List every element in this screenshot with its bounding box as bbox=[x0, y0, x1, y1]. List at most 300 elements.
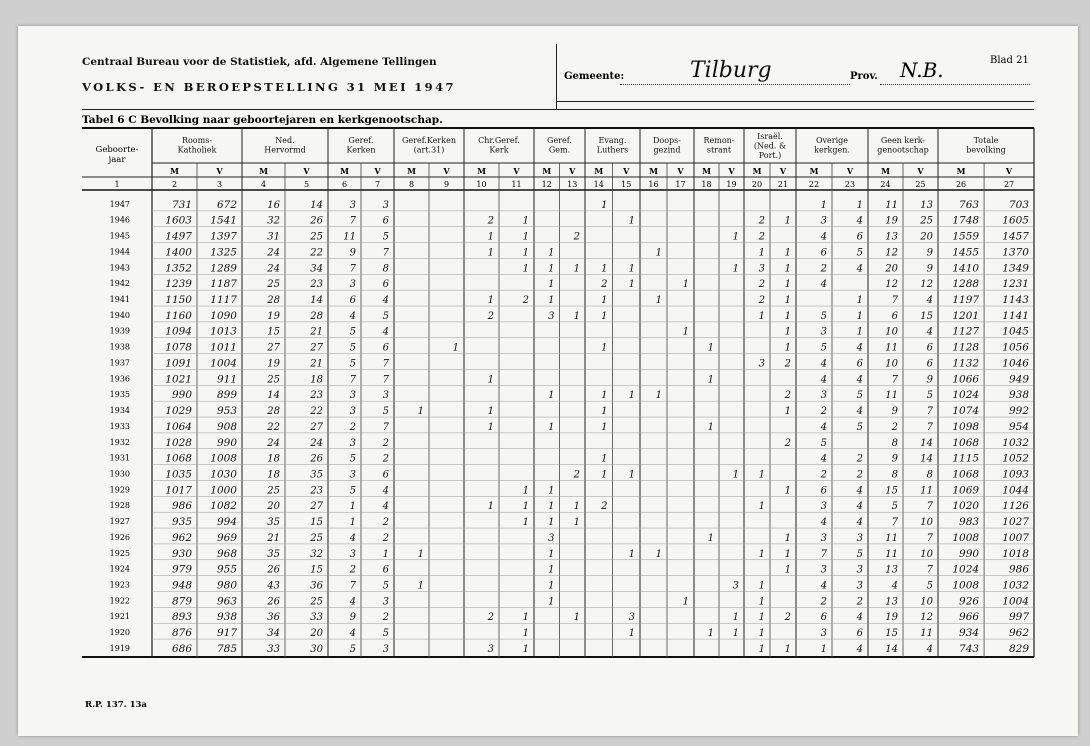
group-header-10: Port.) bbox=[758, 151, 782, 160]
birth-year: 1926 bbox=[109, 532, 130, 542]
male-label: M bbox=[881, 166, 890, 176]
cell-value: 7 bbox=[891, 517, 898, 529]
cell-value: 2 bbox=[784, 358, 791, 370]
cell-value: 1 bbox=[548, 501, 555, 513]
cell-value: 26 bbox=[267, 596, 280, 608]
cell-value: 6 bbox=[856, 628, 863, 640]
group-header-3: Geref. bbox=[348, 136, 374, 145]
cell-value: 2 bbox=[382, 612, 389, 624]
cell-value: 6 bbox=[382, 564, 389, 576]
cell-value: 35 bbox=[267, 548, 280, 560]
cell-value: 5 bbox=[820, 437, 827, 449]
cell-value: 9 bbox=[926, 374, 933, 386]
group-header-13: bevolking bbox=[966, 145, 1006, 155]
cell-value: 6 bbox=[820, 247, 827, 259]
cell-value: 2 bbox=[573, 231, 580, 243]
cell-value: 4 bbox=[349, 310, 356, 322]
cell-value: 3 bbox=[548, 310, 555, 322]
cell-value: 1 bbox=[784, 247, 791, 259]
cell-value: 1032 bbox=[1002, 436, 1029, 449]
cell-value: 1 bbox=[707, 374, 714, 386]
cell-value: 1748 bbox=[952, 214, 980, 227]
cell-value: 35 bbox=[267, 517, 280, 529]
cell-value: 1603 bbox=[165, 214, 192, 227]
cell-value: 5 bbox=[382, 580, 389, 592]
cell-value: 4 bbox=[820, 453, 827, 465]
group-header-5: Kerk bbox=[489, 145, 509, 155]
cell-value: 4 bbox=[856, 612, 863, 624]
cell-value: 1288 bbox=[952, 278, 980, 291]
cell-value: 1 bbox=[349, 517, 356, 529]
cell-value: 1605 bbox=[1002, 214, 1029, 227]
birth-year: 1945 bbox=[109, 231, 130, 241]
column-number: 21 bbox=[777, 180, 789, 189]
cell-value: 21 bbox=[310, 326, 323, 338]
cell-value: 1 bbox=[601, 310, 608, 322]
birth-year: 1928 bbox=[109, 501, 130, 511]
birth-year: 1942 bbox=[109, 279, 130, 289]
cell-value: 2 bbox=[758, 295, 765, 307]
cell-value: 18 bbox=[267, 469, 280, 481]
birth-year: 1946 bbox=[109, 215, 130, 225]
cell-value: 1 bbox=[784, 532, 791, 544]
cell-value: 43 bbox=[267, 580, 280, 592]
cell-value: 16 bbox=[267, 199, 280, 211]
cell-value: 1 bbox=[522, 628, 529, 640]
cell-value: 1541 bbox=[210, 214, 237, 227]
cell-value: 30 bbox=[310, 643, 323, 655]
cell-value: 6 bbox=[856, 231, 863, 243]
birth-year: 1930 bbox=[109, 469, 130, 479]
cell-value: 10 bbox=[920, 548, 933, 560]
male-label: M bbox=[809, 166, 819, 176]
cell-value: 7 bbox=[926, 421, 933, 433]
cell-value: 3 bbox=[820, 326, 827, 338]
cell-value: 1 bbox=[758, 310, 765, 322]
cell-value: 1400 bbox=[165, 246, 192, 259]
cell-value: 990 bbox=[959, 547, 980, 560]
cell-value: 7 bbox=[349, 263, 356, 275]
cell-value: 4 bbox=[820, 231, 827, 243]
birth-year: 1931 bbox=[109, 453, 130, 463]
cell-value: 1082 bbox=[210, 500, 237, 513]
cell-value: 33 bbox=[310, 612, 323, 624]
cell-value: 962 bbox=[1008, 627, 1029, 640]
birth-year: 1937 bbox=[109, 358, 130, 368]
cell-value: 33 bbox=[267, 643, 280, 655]
cell-value: 1457 bbox=[1002, 230, 1029, 243]
cell-value: 1 bbox=[732, 612, 739, 624]
cell-value: 1008 bbox=[210, 452, 237, 465]
cell-value: 992 bbox=[1008, 405, 1029, 418]
cell-value: 1 bbox=[856, 310, 863, 322]
cell-value: 954 bbox=[1008, 420, 1029, 433]
cell-value: 6 bbox=[382, 279, 389, 291]
cell-value: 1 bbox=[417, 580, 424, 592]
cell-value: 1 bbox=[628, 279, 635, 291]
cell-value: 26 bbox=[310, 215, 323, 227]
cell-value: 11 bbox=[920, 628, 933, 640]
cell-value: 743 bbox=[959, 642, 980, 655]
cell-value: 953 bbox=[216, 405, 237, 418]
cell-value: 8 bbox=[382, 263, 389, 275]
cell-value: 36 bbox=[310, 580, 323, 592]
cell-value: 1 bbox=[601, 199, 608, 211]
cell-value: 2 bbox=[820, 406, 827, 418]
cell-value: 963 bbox=[216, 595, 237, 608]
cell-value: 1 bbox=[601, 263, 608, 275]
group-header-4: (art.31) bbox=[413, 145, 445, 155]
cell-value: 3 bbox=[856, 580, 863, 592]
female-label: V bbox=[779, 166, 787, 176]
cell-value: 1 bbox=[784, 263, 791, 275]
cell-value: 6 bbox=[349, 295, 356, 307]
cell-value: 1 bbox=[784, 326, 791, 338]
column-number: 15 bbox=[621, 180, 632, 189]
cell-value: 1068 bbox=[952, 468, 980, 481]
cell-value: 13 bbox=[885, 231, 898, 243]
birth-year: 1932 bbox=[109, 437, 130, 447]
cell-value: 1044 bbox=[1002, 484, 1029, 497]
cell-value: 3 bbox=[349, 469, 356, 481]
birth-year: 1940 bbox=[109, 310, 130, 320]
cell-value: 1349 bbox=[1002, 262, 1029, 275]
cell-value: 1090 bbox=[210, 309, 237, 322]
cell-value: 4 bbox=[856, 342, 863, 354]
cell-value: 4 bbox=[820, 374, 827, 386]
cell-value: 4 bbox=[856, 215, 863, 227]
group-header-9: Remon- bbox=[703, 136, 735, 145]
cell-value: 7 bbox=[382, 374, 389, 386]
group-header-2: Hervormd bbox=[264, 145, 306, 155]
cell-value: 2 bbox=[891, 421, 898, 433]
cell-value: 27 bbox=[267, 342, 280, 354]
cell-value: 3 bbox=[628, 612, 635, 624]
cell-value: 4 bbox=[382, 326, 389, 338]
cell-value: 1 bbox=[548, 548, 555, 560]
cell-value: 19 bbox=[885, 612, 898, 624]
birth-year: 1929 bbox=[109, 485, 130, 495]
cell-value: 19 bbox=[885, 215, 898, 227]
male-label: M bbox=[407, 166, 416, 176]
cell-value: 2 bbox=[382, 532, 389, 544]
male-label: M bbox=[542, 166, 552, 176]
column-number: 7 bbox=[374, 180, 381, 189]
cell-value: 1066 bbox=[952, 373, 980, 386]
cell-value: 1 bbox=[707, 342, 714, 354]
cell-value: 1 bbox=[732, 628, 739, 640]
cell-value: 1 bbox=[548, 596, 555, 608]
cell-value: 990 bbox=[171, 389, 192, 402]
cell-value: 4 bbox=[820, 279, 827, 291]
cell-value: 2 bbox=[784, 437, 791, 449]
cell-value: 1 bbox=[382, 548, 389, 560]
cell-value: 1 bbox=[655, 295, 662, 307]
cell-value: 1 bbox=[758, 469, 765, 481]
cell-value: 4 bbox=[926, 295, 933, 307]
cell-value: 11 bbox=[885, 548, 898, 560]
cell-value: 1410 bbox=[952, 262, 980, 275]
cell-value: 15 bbox=[310, 564, 323, 576]
cell-value: 6 bbox=[382, 469, 389, 481]
cell-value: 15 bbox=[920, 310, 933, 322]
cell-value: 34 bbox=[267, 628, 280, 640]
cell-value: 1 bbox=[522, 501, 529, 513]
cell-value: 2 bbox=[382, 453, 389, 465]
cell-value: 1 bbox=[784, 485, 791, 497]
cell-value: 1 bbox=[758, 612, 765, 624]
cell-value: 1455 bbox=[952, 246, 980, 259]
male-label: M bbox=[477, 166, 486, 176]
birth-year: 1923 bbox=[109, 580, 130, 590]
cell-value: 3 bbox=[349, 437, 356, 449]
cell-value: 3 bbox=[732, 580, 739, 592]
female-label: V bbox=[216, 166, 223, 176]
cell-value: 8 bbox=[891, 469, 898, 481]
female-label: V bbox=[303, 166, 310, 176]
birth-year: 1941 bbox=[109, 295, 130, 305]
cell-value: 1 bbox=[601, 295, 608, 307]
cell-value: 1 bbox=[487, 406, 494, 418]
cell-value: 1 bbox=[707, 421, 714, 433]
cell-value: 1068 bbox=[952, 436, 980, 449]
cell-value: 28 bbox=[267, 295, 280, 307]
cell-value: 1197 bbox=[952, 294, 980, 307]
cell-value: 11 bbox=[885, 390, 898, 402]
cell-value: 9 bbox=[926, 263, 933, 275]
cell-value: 5 bbox=[856, 247, 863, 259]
column-number: 5 bbox=[303, 180, 310, 189]
cell-value: 4 bbox=[382, 295, 389, 307]
cell-value: 27 bbox=[310, 501, 323, 513]
cell-value: 1132 bbox=[952, 357, 980, 370]
cell-value: 2 bbox=[382, 437, 389, 449]
cell-value: 6 bbox=[856, 358, 863, 370]
cell-value: 1 bbox=[820, 643, 827, 655]
cell-value: 1021 bbox=[165, 373, 192, 386]
cell-value: 4 bbox=[856, 263, 863, 275]
cell-value: 997 bbox=[1008, 611, 1029, 624]
cell-value: 899 bbox=[216, 389, 237, 402]
census-title: VOLKS- EN BEROEPSTELLING 31 MEI 1947 bbox=[82, 80, 456, 94]
cell-value: 948 bbox=[171, 579, 192, 592]
column-number: 8 bbox=[408, 180, 415, 189]
cell-value: 911 bbox=[216, 373, 237, 386]
cell-value: 1 bbox=[707, 532, 714, 544]
cell-value: 25 bbox=[310, 231, 323, 243]
cell-value: 938 bbox=[1008, 389, 1029, 402]
cell-value: 28 bbox=[310, 310, 323, 322]
cell-value: 4 bbox=[856, 485, 863, 497]
column-number: 13 bbox=[567, 180, 578, 189]
cell-value: 15 bbox=[885, 628, 898, 640]
cell-value: 20 bbox=[920, 231, 933, 243]
cell-value: 1325 bbox=[210, 246, 237, 259]
group-header-9: strant bbox=[706, 145, 732, 155]
cell-value: 1 bbox=[628, 628, 635, 640]
cell-value: 10 bbox=[885, 326, 898, 338]
cell-value: 1 bbox=[784, 295, 791, 307]
cell-value: 14 bbox=[310, 199, 323, 211]
cell-value: 2 bbox=[820, 596, 827, 608]
cell-value: 1013 bbox=[210, 325, 237, 338]
cell-value: 908 bbox=[216, 420, 237, 433]
birth-year: 1936 bbox=[109, 374, 130, 384]
cell-value: 3 bbox=[820, 532, 827, 544]
cell-value: 7 bbox=[382, 421, 389, 433]
birth-year: 1943 bbox=[109, 263, 130, 273]
male-label: M bbox=[956, 166, 966, 176]
cell-value: 9 bbox=[349, 612, 356, 624]
cell-value: 7 bbox=[926, 564, 933, 576]
form-code: R.P. 137. 13a bbox=[85, 700, 147, 710]
cell-value: 5 bbox=[820, 310, 827, 322]
cell-value: 9 bbox=[891, 406, 898, 418]
cell-value: 1027 bbox=[1002, 516, 1029, 529]
group-header-11: kerkgen. bbox=[814, 145, 850, 155]
cell-value: 5 bbox=[349, 358, 356, 370]
cell-value: 1 bbox=[784, 342, 791, 354]
cell-value: 1024 bbox=[952, 389, 980, 402]
group-header-10: Israël. bbox=[757, 132, 783, 141]
cell-value: 672 bbox=[216, 198, 237, 211]
cell-value: 1 bbox=[856, 326, 863, 338]
cell-value: 3 bbox=[349, 199, 356, 211]
cell-value: 1160 bbox=[165, 309, 192, 322]
cell-value: 1 bbox=[487, 501, 494, 513]
cell-value: 5 bbox=[926, 390, 933, 402]
cell-value: 25 bbox=[267, 485, 280, 497]
cell-value: 1 bbox=[601, 469, 608, 481]
cell-value: 1 bbox=[522, 612, 529, 624]
cell-value: 19 bbox=[267, 358, 280, 370]
cell-value: 3 bbox=[548, 532, 555, 544]
column-number: 9 bbox=[443, 180, 450, 189]
cell-value: 13 bbox=[885, 564, 898, 576]
cell-value: 11 bbox=[885, 532, 898, 544]
cell-value: 3 bbox=[758, 263, 765, 275]
cell-value: 1008 bbox=[952, 531, 980, 544]
cell-value: 2 bbox=[487, 215, 494, 227]
cell-value: 7 bbox=[926, 532, 933, 544]
cell-value: 11 bbox=[920, 485, 933, 497]
cell-value: 703 bbox=[1008, 198, 1029, 211]
gemeente-label: Gemeente: bbox=[564, 71, 625, 82]
cell-value: 23 bbox=[310, 390, 323, 402]
cell-value: 4 bbox=[820, 358, 827, 370]
column-number: 10 bbox=[476, 180, 487, 189]
cell-value: 979 bbox=[171, 563, 192, 576]
cell-value: 1 bbox=[548, 517, 555, 529]
cell-value: 25 bbox=[310, 596, 323, 608]
cell-value: 986 bbox=[171, 500, 192, 513]
group-header-10: (Ned. & bbox=[753, 141, 787, 151]
cell-value: 1 bbox=[522, 247, 529, 259]
cell-value: 25 bbox=[310, 532, 323, 544]
cell-value: 1 bbox=[601, 342, 608, 354]
group-header-12: genootschap bbox=[877, 145, 929, 155]
cell-value: 3 bbox=[349, 406, 356, 418]
cell-value: 1 bbox=[487, 231, 494, 243]
cell-value: 1 bbox=[628, 263, 635, 275]
cell-value: 1064 bbox=[165, 420, 192, 433]
cell-value: 1397 bbox=[210, 230, 237, 243]
cell-value: 1 bbox=[548, 279, 555, 291]
cell-value: 3 bbox=[856, 564, 863, 576]
cell-value: 1 bbox=[548, 247, 555, 259]
cell-value: 4 bbox=[891, 580, 898, 592]
cell-value: 1091 bbox=[165, 357, 192, 370]
cell-value: 3 bbox=[820, 390, 827, 402]
column-number: 17 bbox=[675, 180, 686, 189]
column-number: 2 bbox=[171, 180, 178, 189]
cell-value: 2 bbox=[382, 517, 389, 529]
birth-year: 1934 bbox=[109, 406, 130, 416]
cell-value: 962 bbox=[171, 531, 192, 544]
cell-value: 1007 bbox=[1002, 531, 1029, 544]
bureau-title: Centraal Bureau voor de Statistiek, afd. Algemene Tellingen bbox=[82, 56, 437, 68]
group-header-6: Gem. bbox=[548, 145, 571, 155]
column-number: 12 bbox=[541, 180, 552, 189]
cell-value: 1126 bbox=[1002, 500, 1029, 513]
cell-value: 1 bbox=[682, 279, 689, 291]
cell-value: 25 bbox=[920, 215, 933, 227]
cell-value: 9 bbox=[349, 247, 356, 259]
male-label: M bbox=[340, 166, 349, 176]
cell-value: 1024 bbox=[952, 563, 980, 576]
cell-value: 2 bbox=[758, 279, 765, 291]
cell-value: 4 bbox=[926, 643, 933, 655]
female-label: V bbox=[443, 166, 450, 176]
cell-value: 5 bbox=[891, 501, 898, 513]
cell-value: 7 bbox=[382, 358, 389, 370]
cell-value: 24 bbox=[267, 263, 280, 275]
cell-value: 2 bbox=[784, 390, 791, 402]
cell-value: 2 bbox=[784, 612, 791, 624]
cell-value: 1 bbox=[417, 406, 424, 418]
cell-value: 926 bbox=[959, 595, 980, 608]
cell-value: 3 bbox=[820, 628, 827, 640]
cell-value: 980 bbox=[216, 579, 237, 592]
cell-value: 1 bbox=[548, 580, 555, 592]
cell-value: 11 bbox=[343, 231, 356, 243]
group-header-6: Geref. bbox=[547, 136, 572, 145]
female-label: V bbox=[513, 166, 520, 176]
cell-value: 5 bbox=[349, 453, 356, 465]
cell-value: 26 bbox=[267, 564, 280, 576]
birth-year: 1947 bbox=[109, 199, 130, 209]
cell-value: 1150 bbox=[165, 294, 192, 307]
cell-value: 3 bbox=[820, 215, 827, 227]
cell-value: 1 bbox=[522, 263, 529, 275]
cell-value: 1 bbox=[487, 247, 494, 259]
birth-year: 1938 bbox=[109, 342, 130, 352]
cell-value: 986 bbox=[1008, 563, 1029, 576]
cell-value: 34 bbox=[310, 263, 323, 275]
group-header-7: Luthers bbox=[596, 145, 629, 155]
cell-value: 1035 bbox=[165, 468, 192, 481]
cell-value: 8 bbox=[891, 437, 898, 449]
cell-value: 1 bbox=[856, 295, 863, 307]
cell-value: 1074 bbox=[952, 405, 980, 418]
cell-value: 3 bbox=[820, 501, 827, 513]
cell-value: 7 bbox=[820, 548, 827, 560]
cell-value: 3 bbox=[487, 643, 494, 655]
gemeente-value: Tilburg bbox=[690, 58, 772, 83]
cell-value: 1 bbox=[655, 247, 662, 259]
cell-value: 1 bbox=[707, 628, 714, 640]
male-label: M bbox=[649, 166, 658, 176]
